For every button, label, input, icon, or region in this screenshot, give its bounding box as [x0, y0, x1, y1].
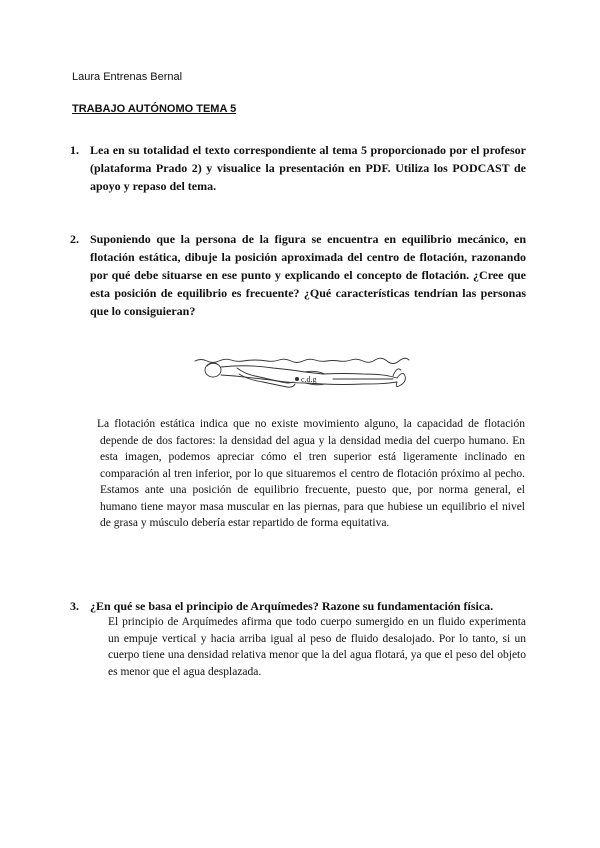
water-line: [195, 358, 409, 363]
question-2-number: 2.: [70, 232, 79, 246]
floating-person-figure: [193, 352, 411, 396]
document-title: TRABAJO AUTÓNOMO TEMA 5: [72, 103, 237, 115]
question-3-text: ¿En qué se basa el principio de Arquímedes? Razone su fundamentación física.: [90, 599, 494, 613]
answer-3: El principio de Arquímedes afirma que todo cuerpo sumergido en un fluido experimenta un empuje vertical y hacia arriba igual al peso de fluido desalojado. Por lo tanto, si un cuerpo tiene una densidad relativa menor que la del agua flotará, ya que el peso del objeto es menor que el agua desplazada.: [108, 616, 526, 678]
question-1-number: 1.: [70, 143, 79, 157]
question-2: [70, 230, 526, 320]
arm-outline: [237, 368, 293, 383]
question-1: [70, 141, 526, 195]
torso-outline: [221, 366, 323, 374]
question-2-text: Suponiendo que la persona de la figura se encuentra en equilibrio mecánico, en flotación estática, dibuje la posición aproximada del centro de flotación, razonando por qué debe situarse en ese punto y explicando el concepto de flotación. ¿Cree que esta posición de equilibrio es frecuente? ¿Qué características tendrían las personas que lo consiguieran?: [90, 232, 526, 318]
question-3-number: 3.: [70, 599, 79, 613]
figure-label: c.d.g: [301, 375, 317, 384]
question-1-text: Lea en su totalidad el texto correspondiente al tema 5 proporcionado por el profesor (plataforma Prado 2) y visualice la presentación en PDF. Utiliza los PODCAST de apoyo y repaso del tema.: [90, 143, 526, 193]
answer-2: La flotación estática indica que no existe movimiento alguno, la capacidad de flotación depende de dos factores: la densidad del agua y la densidad media del cuerpo humano. En esta imagen, podemos apreciar cómo el tren superior está ligeramente inclinado en comparación al tren inferior, por lo que situaremos el centro de flotación próximo al pecho. Estamos ante una posición de equilibrio frecuente, puesto que, por norma general, el humano tiene mayor masa muscular en las piernas, para que hubiese un equilibrio el nivel de grasa y músculo debería estar repartido de forma equitativa.: [97, 418, 525, 529]
feet-outline: [396, 373, 405, 386]
center-of-gravity-marker: [295, 377, 298, 380]
question-3: [70, 597, 526, 615]
legs-outline: [323, 374, 397, 379]
author-name: Laura Entrenas Bernal: [72, 71, 183, 83]
